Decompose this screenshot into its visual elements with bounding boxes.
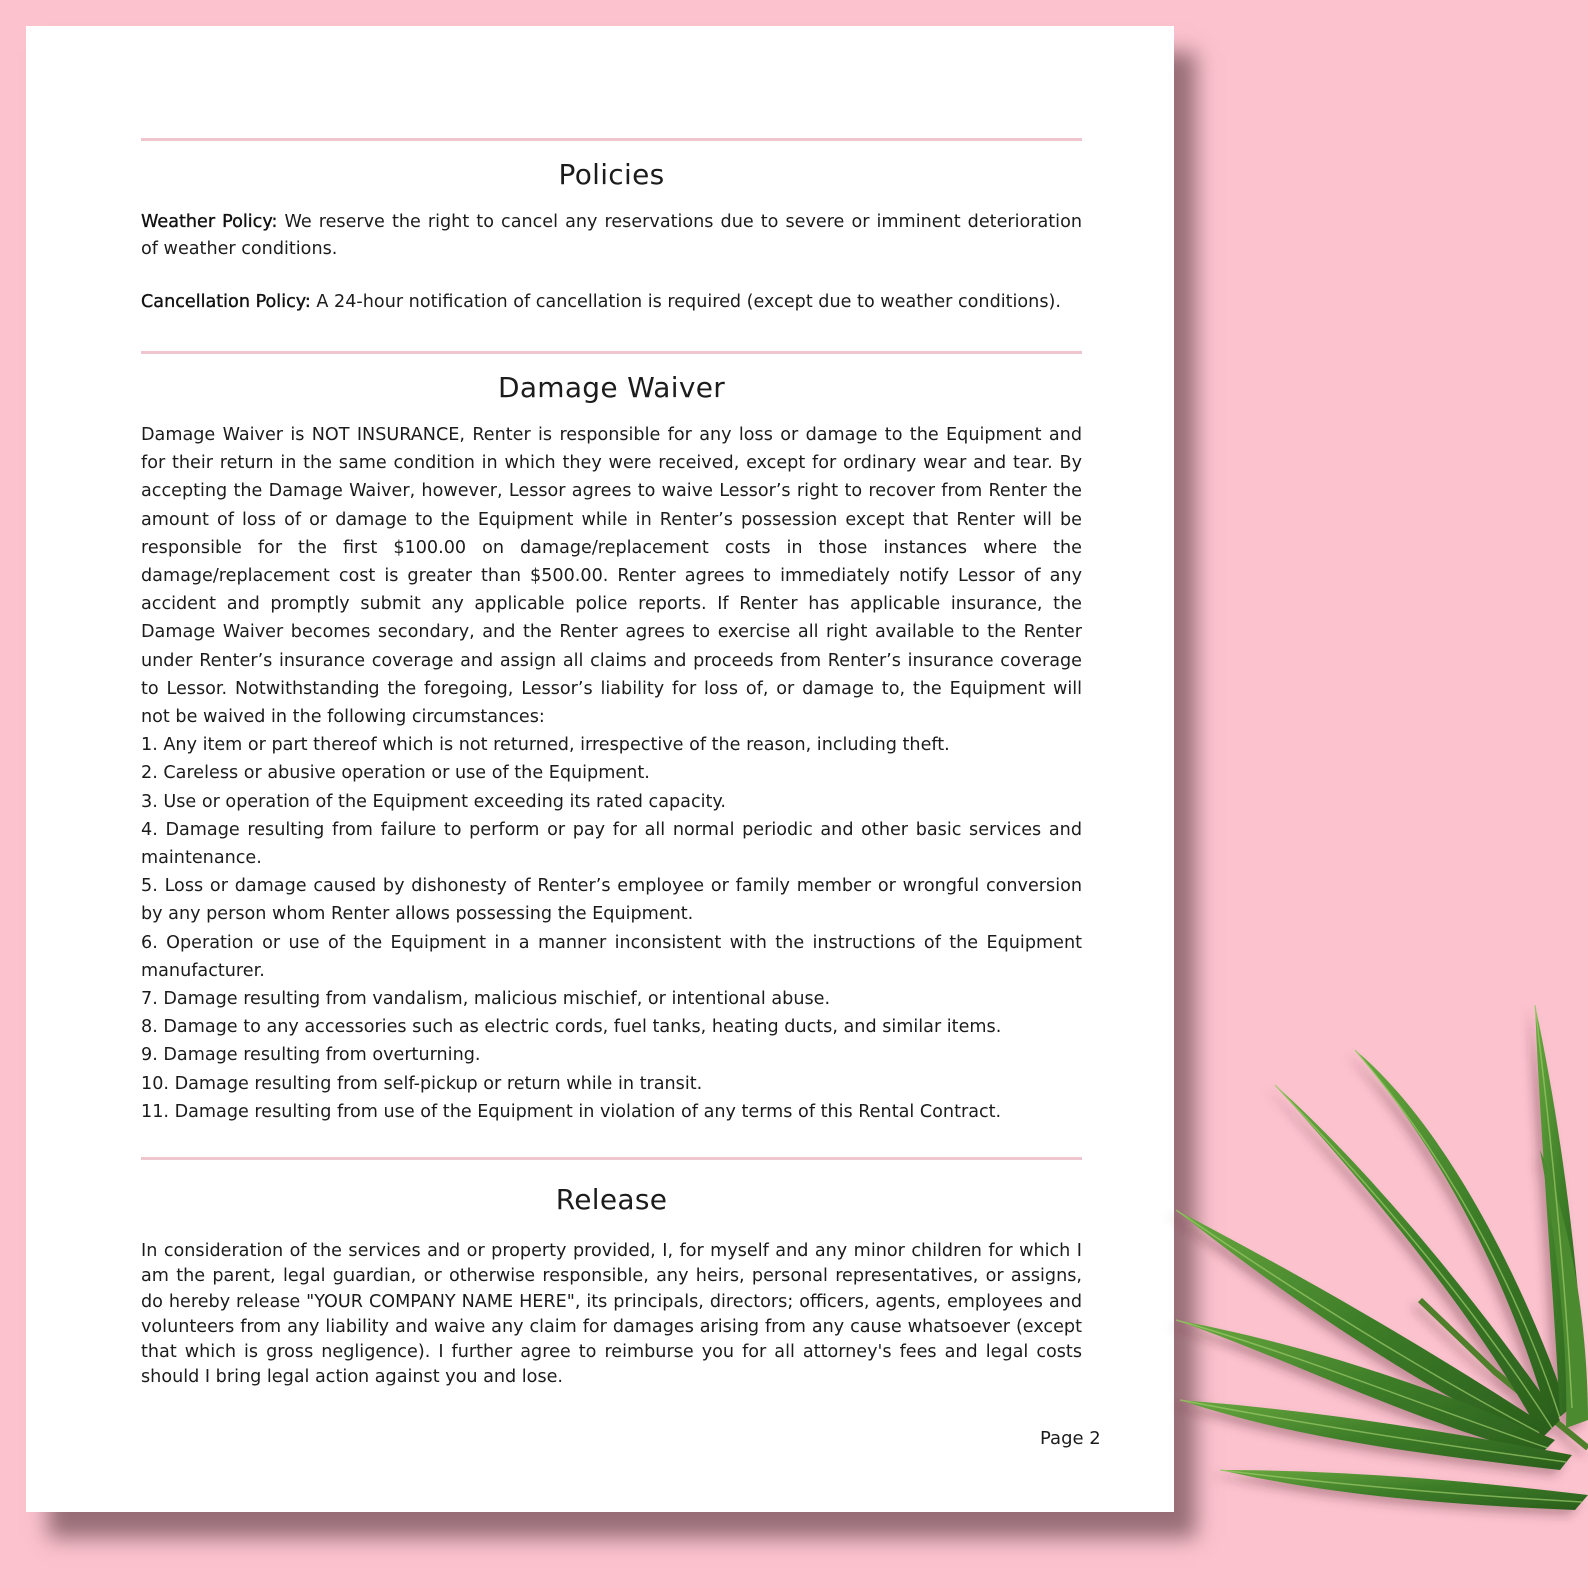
weather-policy-label: Weather Policy: [141,212,278,232]
list-item: 9. Damage resulting from overturning. [141,1045,481,1066]
divider-top [141,138,1082,141]
release-section [141,1239,1082,1391]
page-number: Page 2 [1040,1428,1101,1449]
list-item: 5. Loss or damage caused by dishonesty of Renter’s employee or family member or wrongful conversion by any person whom Renter allows possessing the Equipment. [141,876,1082,925]
list-item: 10. Damage resulting from self-pickup or return while in transit. [141,1073,703,1094]
cancellation-policy-text: A 24-hour notification of cancellation is required (except due to weather conditions). [310,292,1061,312]
divider-waiver [141,1157,1082,1160]
list-item: 8. Damage to any accessories such as electric cords, fuel tanks, heating ducts, and similar items. [141,1017,1002,1038]
weather-policy-text: We reserve the right to cancel any reservations due to severe or imminent deterioration of weather conditions. [141,212,1082,259]
release-text: In consideration of the services and or property provided, I, for myself and any minor children for which I am the parent, legal guardian, or otherwise responsible, any heirs, personal representatives, or assigns, do hereby release "YOUR COMPANY NAME HERE", its principals, directors; officers, agents, employees and volunteers from any liability and waive any claim for damages arising from any cause whatsoever (except that which is gross negligence). I further agree to reimburse you for all attorney's fees and legal costs should I bring legal action against you and lose. [141,1241,1082,1388]
policies-section [141,209,1082,316]
list-item: 2. Careless or abusive operation or use of the Equipment. [141,763,650,784]
exclusions-list [141,731,1082,1126]
list-item: 1. Any item or part thereof which is not returned, irrespective of the reason, including theft. [141,735,950,756]
release-heading: Release [555,1183,668,1216]
list-item: 6. Operation or use of the Equipment in a manner inconsistent with the instructions of the Equipment manufacturer. [141,932,1082,981]
divider-policies [141,351,1082,354]
list-item: 11. Damage resulting from use of the Equipment in violation of any terms of this Rental Contract. [141,1101,1002,1122]
damage-waiver-heading: Damage Waiver [497,371,726,404]
weather-policy [141,209,1082,262]
list-item: 3. Use or operation of the Equipment exceeding its rated capacity. [141,791,726,812]
cancellation-policy [141,289,1082,316]
list-item: 4. Damage resulting from failure to perform or pay for all normal periodic and other basic services and maintenance. [141,819,1082,869]
damage-waiver-section [141,421,1082,1126]
damage-waiver-intro: Damage Waiver is NOT INSURANCE, Renter is responsible for any loss or damage to the Equipment and for their return in the same condition in which they were received, except for ordinary wear and tear. By accepting the Damage Waiver, however, Lessor agrees to waive Lessor’s right to recover from Renter the amount of loss of or damage to the Equipment while in Renter’s possession except that Renter will be responsible for the first $100.00 on damage/replacement costs in those instances where the damage/replacement cost is greater than $500.00. Renter agrees to immediately notify Lessor of any accident and promptly submit any applicable police reports. If Renter has applicable insurance, the Damage Waiver becomes secondary, and the Renter agrees to exercise all right available to the Renter under Renter’s insurance coverage and assign all claims and proceeds from Renter’s insurance coverage to Lessor. Notwithstanding the foregoing, Lessor’s liability for loss of, or damage to, the Equipment will not be waived in the following circumstances: [141,425,1082,728]
list-item: 7. Damage resulting from vandalism, malicious mischief, or intentional abuse. [141,989,831,1010]
document-page [26,26,1174,1512]
policies-heading: Policies [558,158,665,191]
cancellation-policy-label: Cancellation Policy: [141,292,311,312]
